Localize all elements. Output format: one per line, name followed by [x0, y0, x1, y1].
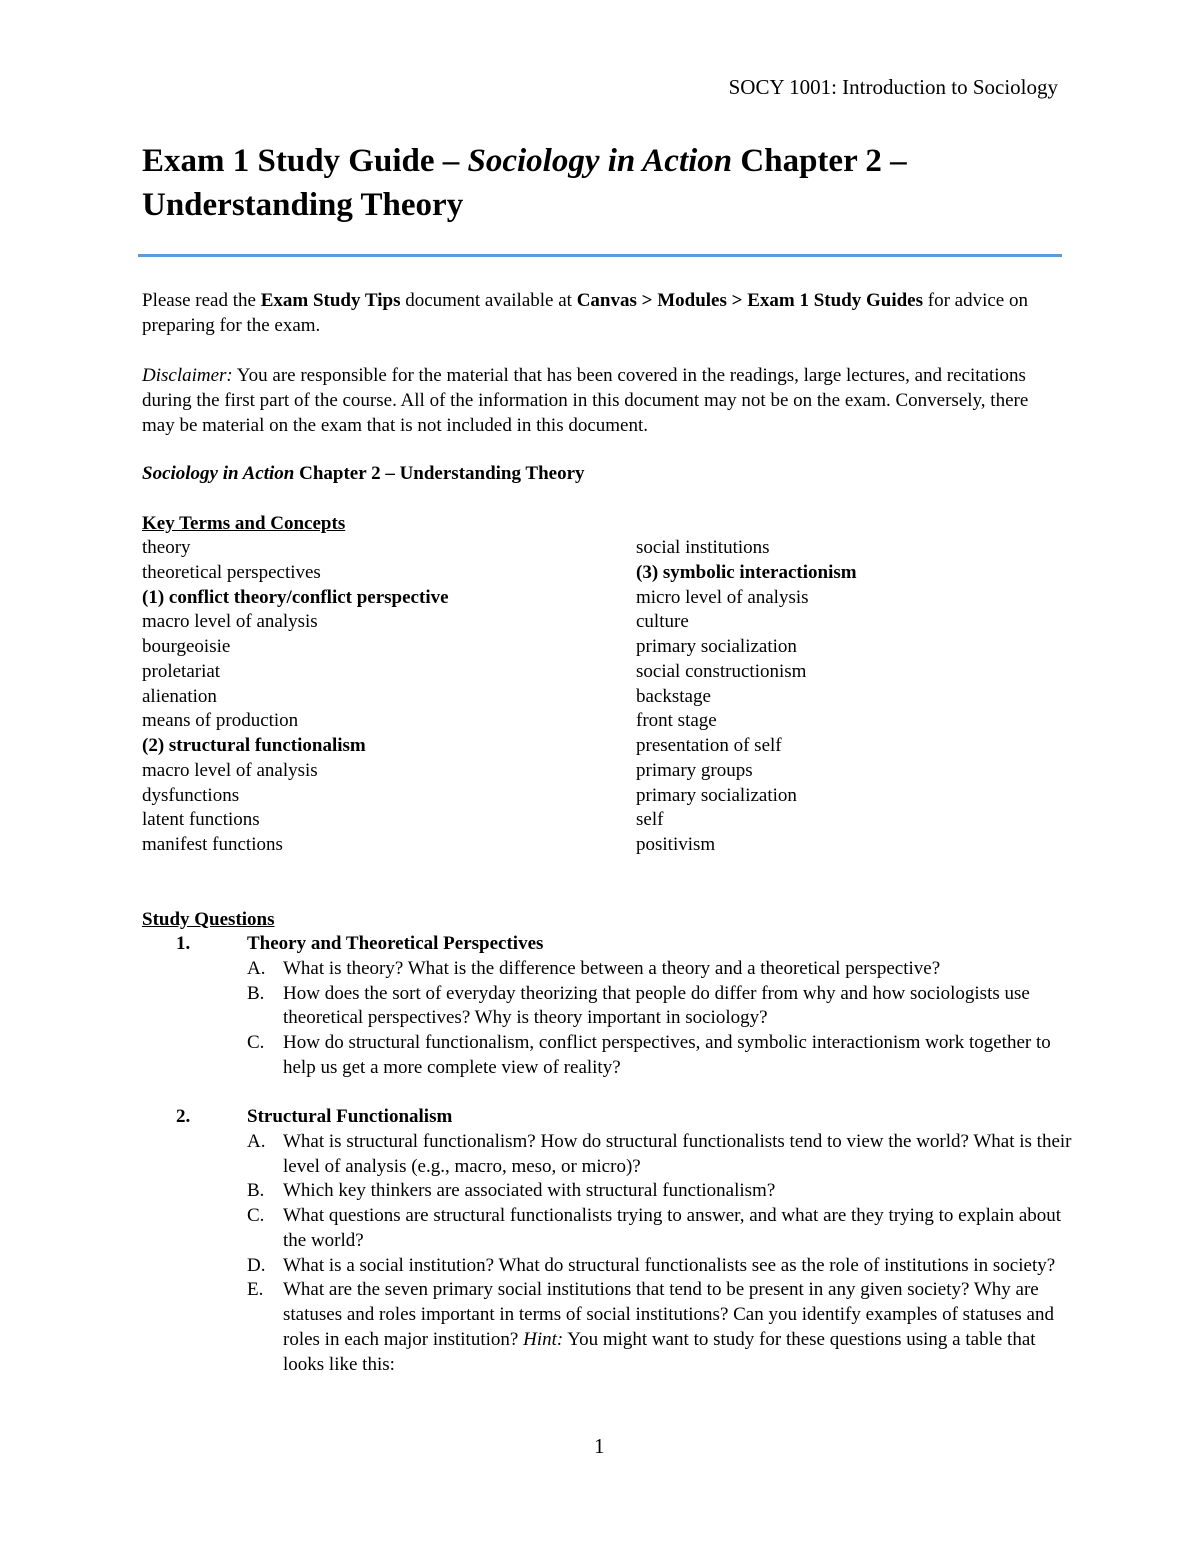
intro-bold-1: Exam Study Tips	[260, 290, 401, 311]
key-term-item: alienation	[142, 685, 217, 707]
key-term-item: self	[636, 809, 664, 831]
key-term-item: micro level of analysis	[636, 586, 809, 608]
disclaimer-paragraph	[142, 363, 1062, 438]
intro-text-2: document available at	[400, 290, 577, 311]
disclaimer-label: Disclaimer:	[142, 365, 233, 386]
question-text: What is theory? What is the difference between a theory and a theoretical perspective?	[283, 957, 941, 979]
page-title	[142, 139, 1062, 227]
title-divider	[138, 254, 1062, 257]
key-term-item: theoretical perspectives	[142, 561, 321, 583]
key-term-item: primary socialization	[636, 636, 797, 657]
key-term-item: positivism	[636, 834, 716, 855]
question-text: Which key thinkers are associated with structural functionalism?	[283, 1180, 776, 1202]
question-text: What is structural functionalism? How do structural functionalists tend to view the world? What is their level of analysis (e.g., macro, meso, or micro)?	[283, 1130, 1072, 1177]
section-number: 2.	[176, 1106, 191, 1127]
key-term-item: bourgeoisie	[142, 636, 231, 657]
key-term-item: (3) symbolic interactionism	[636, 561, 857, 583]
key-term-item: social constructionism	[636, 660, 807, 682]
key-term-item: latent functions	[142, 809, 260, 831]
key-term-item: presentation of self	[636, 735, 782, 756]
intro-paragraph	[142, 288, 1062, 338]
key-term-item: (1) conflict theory/conflict perspective	[142, 586, 449, 608]
question-letter: B.	[247, 1180, 265, 1202]
key-term-item: social institutions	[636, 537, 770, 558]
question-letter: B.	[247, 982, 265, 1004]
title-book-name: Sociology in Action	[467, 143, 733, 179]
study-question	[142, 1130, 1072, 1180]
study-question	[142, 1031, 1072, 1081]
section-number: 1.	[176, 933, 191, 954]
question-text: How do structural functionalism, conflict perspectives, and symbolic interactionism work together to help us get a more complete view of reality?	[283, 1032, 1051, 1078]
study-question	[142, 1179, 1072, 1204]
key-term-item: dysfunctions	[142, 784, 240, 806]
question-hint-text: You might want to study for these questions using a table that looks like this:	[283, 1328, 1036, 1375]
question-letter: A.	[247, 1130, 266, 1152]
key-terms-title: Key Terms and Concepts	[142, 513, 346, 534]
key-term-item: primary socialization	[636, 784, 797, 806]
key-term-item: backstage	[636, 685, 711, 707]
question-text: How does the sort of everyday theorizing that people do differ from why and how sociologists use theoretical perspectives? Why is theory important in sociology?	[283, 982, 1030, 1029]
chapter-heading-book: Sociology in Action	[142, 463, 295, 484]
study-questions-title: Study Questions	[142, 909, 275, 930]
intro-bold-2: Canvas > Modules > Exam 1 Study Guides	[576, 290, 923, 311]
chapter-heading-rest: Chapter 2 – Understanding Theory	[294, 463, 585, 484]
key-term-item: manifest functions	[142, 834, 283, 855]
study-question	[142, 982, 1072, 1032]
page-number: 1	[594, 1434, 605, 1458]
study-question	[142, 1254, 1072, 1279]
key-term-item: macro level of analysis	[142, 759, 318, 781]
study-question	[142, 1278, 1072, 1377]
title-part1: Exam 1 Study Guide –	[142, 143, 468, 179]
section-title: Structural Functionalism	[247, 1106, 453, 1127]
question-text: What is a social institution? What do structural functionalists see as the role of institutions in society?	[283, 1254, 1056, 1276]
question-letter: C.	[247, 1032, 265, 1053]
key-terms-left-column	[142, 536, 449, 858]
study-question	[142, 1204, 1072, 1254]
section-heading	[142, 1105, 1072, 1130]
disclaimer-text: You are responsible for the material that has been covered in the readings, large lectures, and recitations during the first part of the course. All of the information in this document may not be on the exam. Conversely, there may be material on the exam that is not included in this document.	[142, 365, 1029, 436]
question-letter: D.	[247, 1254, 266, 1276]
key-term-item: proletariat	[142, 660, 221, 682]
study-section-1	[142, 932, 1072, 1081]
key-term-item: primary groups	[636, 759, 753, 781]
key-term-item: front stage	[636, 710, 717, 732]
section-title: Theory and Theoretical Perspectives	[247, 933, 544, 954]
study-section-2	[142, 1105, 1072, 1377]
key-term-item: means of production	[142, 710, 299, 732]
question-text: What questions are structural functionalists trying to answer, and what are they trying to explain about the world?	[283, 1205, 1062, 1251]
question-text: What are the seven primary social institutions that tend to be present in any given society? Why are statuses and roles important in terms of social institutions? Can you identify examples of statuses and roles in each major institution?	[283, 1279, 1054, 1350]
question-hint-label: Hint:	[523, 1328, 564, 1350]
key-term-item: theory	[142, 537, 191, 558]
intro-text-1: Please read the	[142, 290, 261, 311]
course-header: SOCY 1001: Introduction to Sociology	[728, 75, 1058, 99]
question-letter: C.	[247, 1205, 265, 1226]
chapter-heading	[142, 461, 1062, 486]
key-terms-right-column	[636, 536, 857, 858]
section-heading	[142, 932, 1072, 957]
title-part2: Chapter 2 – Understanding Theory	[142, 143, 907, 223]
question-letter: E.	[247, 1279, 264, 1301]
study-question	[142, 957, 1072, 982]
key-term-item: culture	[636, 611, 689, 633]
key-term-item: (2) structural functionalism	[142, 735, 366, 756]
key-term-item: macro level of analysis	[142, 611, 318, 633]
intro-text-3: for advice on preparing for the exam.	[142, 290, 1028, 336]
question-letter: A.	[247, 957, 266, 979]
